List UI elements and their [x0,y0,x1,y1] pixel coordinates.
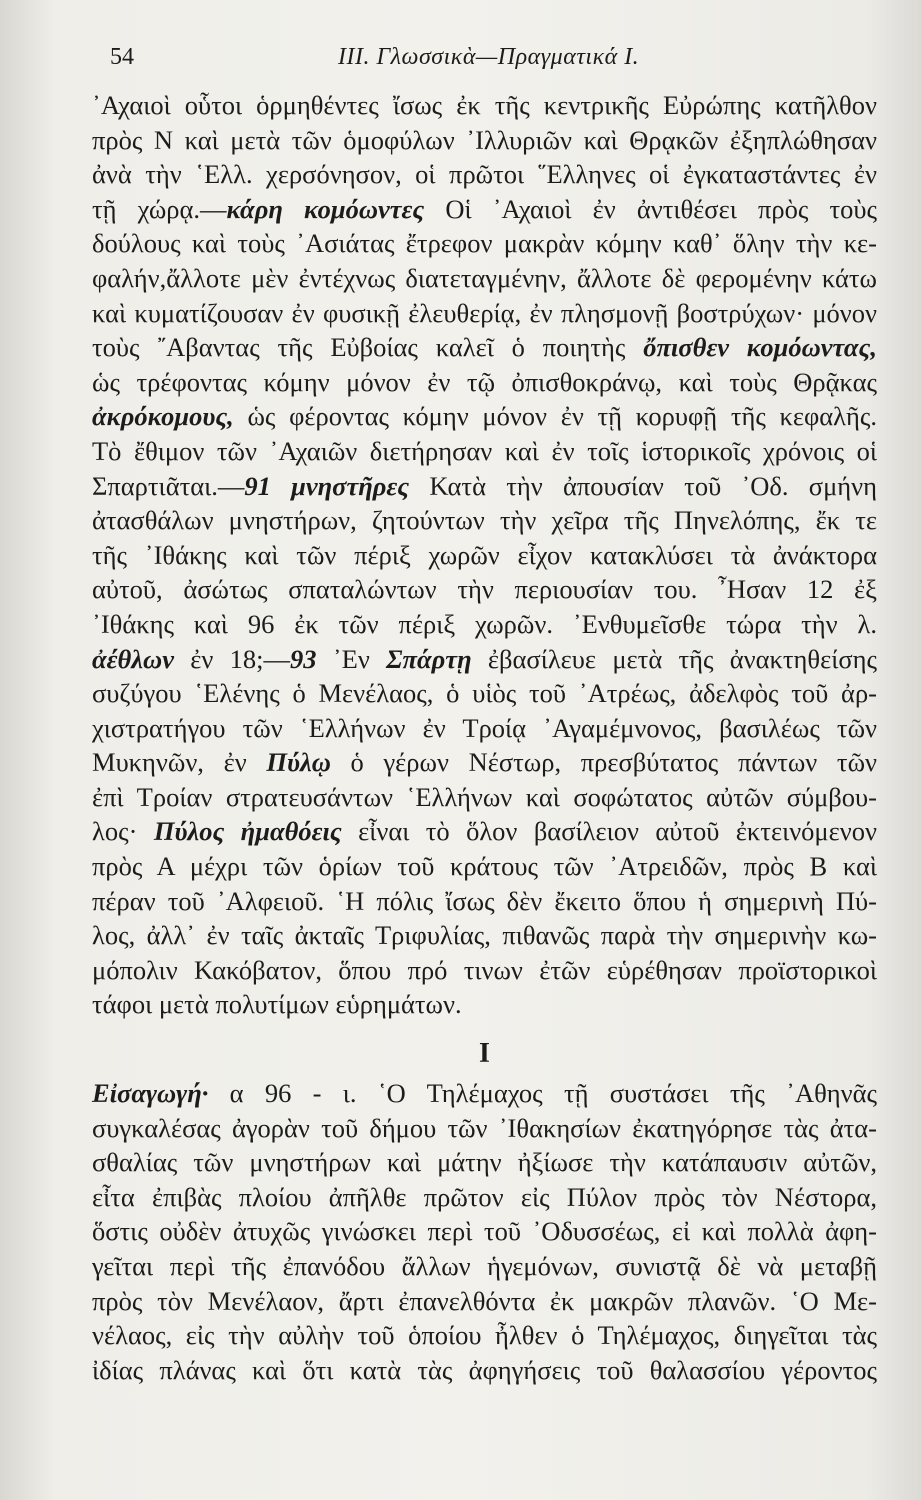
text-run: Σπαρτιᾶται.— [92,470,245,501]
text-line [92,1076,877,1111]
text-run: λος· [92,816,154,847]
section-marker: Ι [479,1038,490,1069]
text-line [92,88,877,123]
text-run: φαλήν,ἄλλοτε μὲν ἐντέχνως διατεταγμένην, ἄλλοτε δὲ φερομένην κάτω [92,262,877,293]
page-number: 54 [110,44,134,70]
emphasized-term: 91 μνηστῆρες [244,470,410,501]
text-run: λος, ἀλλ᾿ ἐν ταῖς ἀκταῖς Τριφυλίας, πιθανῶς παρὰ τὴν σημερινὴν κω- [92,920,877,951]
commentary-text [92,88,877,1022]
text-run: Μυκηνῶν, ἐν [92,747,267,778]
text-run: ἰδίας πλάνας καὶ ὅτι κατὰ τὰς ἀφηγήσεις τοῦ θαλασσίου γέροντος [92,1354,877,1385]
text-line [92,676,877,711]
text-run: τοὺς ῎Αβαντας τῆς Εὐβοίας καλεῖ ὁ ποιητὴς [92,332,644,363]
text-run: πρὸς τὸν Μενέλαον, ἄρτι ἐπανελθόντα ἐκ μακρῶν πλανῶν. ῾Ο Με- [92,1285,877,1316]
text-line [92,365,877,400]
text-line [92,1145,877,1180]
emphasized-term: 93 [290,643,317,674]
running-title: ΙΙΙ. Γλωσσικὰ—Πραγματικά Ι. [338,44,640,70]
text-run: σθαλίας τῶν μνηστήρων καὶ μάτην ἠξίωσε τὴν κατάπαυσιν αὐτῶν, [92,1147,877,1178]
text-line [92,1111,877,1146]
text-line [92,987,877,1022]
text-line [92,745,877,780]
emphasized-term: ὄπισθεν κομόωντας, [643,332,877,363]
introduction-text [92,1076,877,1387]
text-run: Τὸ ἔθιμον τῶν ᾿Αχαιῶν διετήρησαν καὶ ἐν τοῖς ἱστορικοῖς χρόνοις οἱ [92,435,877,466]
text-line [92,1318,877,1353]
text-run: Κατὰ τὴν ἀπουσίαν τοῦ ᾿Οδ. σμήνη [409,470,877,501]
text-line [92,642,877,677]
text-line [92,261,877,296]
text-run: ᾿Ιθάκης καὶ 96 ἐκ τῶν πέριξ χωρῶν. ᾿Ενθυμεῖσθε τώρα τὴν λ. [92,608,877,639]
text-line [92,434,877,469]
text-run: ἐπὶ Τροίαν στρατευσάντων ῾Ελλήνων καὶ σοφώτατος αὐτῶν σύμβου- [92,781,877,812]
text-run: πέραν τοῦ ᾿Αλφειοῦ. ῾Η πόλις ἴσως δὲν ἔκειτο ὅπου ἡ σημερινὴ Πύ- [92,885,877,916]
text-line [92,1284,877,1319]
text-run: ὡς φέροντας κόμην μόνον ἐν τῇ κορυφῇ τῆς κεφαλῆς. [233,401,877,432]
emphasized-term: Εἰσαγωγή· [92,1078,209,1108]
text-run: τῇ χώρᾳ.— [92,193,227,224]
text-line [92,1353,877,1388]
text-run: ἀνὰ τὴν ῾Ελλ. χερσόνησον, οἱ πρῶτοι ῞Ελληνες οἱ ἐγκαταστάντες ἐν [92,159,877,190]
text-run: ὅστις οὐδὲν ἀτυχῶς γινώσκει περὶ τοῦ ᾿Οδυσσέως, εἰ καὶ πολλὰ ἀφη- [92,1216,877,1247]
text-line [92,1249,877,1284]
text-line [92,538,877,573]
text-run: μόπολιν Κακόβατον, ὅπου πρό τινων ἐτῶν εὑρέθησαν προϊστορικοὶ [92,954,877,985]
text-line [92,953,877,988]
text-run: εἶτα ἐπιβὰς πλοίου ἀπῆλθε πρῶτον εἰς Πύλον πρὸς τὸν Νέστορα, [92,1181,877,1212]
text-line [92,503,877,538]
text-run: συζύγου ῾Ελένης ὁ Μενέλαος, ὁ υἱὸς τοῦ ᾿Ατρέως, ἀδελφὸς τοῦ ἀρ- [92,678,877,709]
text-run: αὐτοῦ, ἀσώτως σπαταλώντων τὴν περιουσίαν του. ῏Ησαν 12 ἐξ [92,574,877,605]
text-line [92,711,877,746]
text-run: δούλους καὶ τοὺς ᾿Ασιάτας ἔτρεφον μακρὰν κόμην καθ᾿ ὅλην τὴν κε- [92,228,877,259]
text-run: ᾿Εν [316,643,387,674]
text-line [92,1214,877,1249]
text-run: πρὸς Ν καὶ μετὰ τῶν ὁμοφύλων ᾿Ιλλυριῶν καὶ Θρᾳκῶν ἐξηπλώθησαν [92,124,877,155]
running-head [110,40,870,80]
text-run: α 96 - ι. ῾Ο Τηλέμαχος τῇ συστάσει τῆς ᾿Αθηνᾶς [208,1078,877,1108]
emphasized-term: ἀκρόκομους, [92,401,234,432]
text-line [92,884,877,919]
text-run: ἐβασίλευε μετὰ τῆς ἀνακτηθείσης [471,643,877,674]
emphasized-term: Πύλος ἠμαθόεις [153,816,342,847]
text-line [92,607,877,642]
text-line [92,469,877,504]
text-run: τῆς ᾿Ιθάκης καὶ τῶν πέριξ χωρῶν εἶχον κατακλύσει τὰ ἀνάκτορα [92,539,877,570]
text-line [92,399,877,434]
text-run: εἶναι τὸ ὅλον βασίλειον αὐτοῦ ἐκτεινόμενον [341,816,877,847]
text-run: χιστρατήγου τῶν ῾Ελλήνων ἐν Τροίᾳ ᾿Αγαμέμνονος, βασιλέως τῶν [92,712,877,743]
text-line [92,192,877,227]
text-run: γεῖται περὶ τῆς ἐπανόδου ἄλλων ἡγεμόνων, συνιστᾷ δὲ νὰ μεταβῇ [92,1250,877,1281]
text-line [92,814,877,849]
text-line [92,780,877,815]
text-line [92,296,877,331]
text-line [92,572,877,607]
text-line [92,226,877,261]
text-run: συγκαλέσας ἀγορὰν τοῦ δήμου τῶν ᾿Ιθακησίων ἐκατηγόρησε τὰς ἀτα- [92,1112,877,1143]
text-run: ἐν 18;— [173,643,291,674]
text-run: ὁ γέρων Νέστωρ, πρεσβύτατος πάντων τῶν [330,747,877,778]
text-run: νέλαος, εἰς τὴν αὐλὴν τοῦ ὁποίου ἦλθεν ὁ Τηλέμαχος, διηγεῖται τὰς [92,1320,877,1351]
text-run: τάφοι μετὰ πολυτίμων εὑρημάτων. [92,989,462,1020]
emphasized-term: κάρη κομόωντες [226,193,425,224]
text-line [92,123,877,158]
text-run: πρὸς Α μέχρι τῶν ὁρίων τοῦ κράτους τῶν ᾿Ατρειδῶν, πρὸς Β καὶ [92,851,877,882]
text-run: Οἱ ᾿Αχαιοὶ ἐν ἀντιθέσει πρὸς τοὺς [424,193,877,224]
text-run: καὶ κυματίζουσαν ἐν φυσικῇ ἐλευθερίᾳ, ἐν πλησμονῇ βοστρύχων· μόνον [92,297,877,328]
emphasized-term: Πύλῳ [266,747,331,778]
text-run: ἀτασθάλων μνηστήρων, ζητούντων τὴν χεῖρα τῆς Πηνελόπης, ἔκ τε [92,505,877,536]
text-run: ᾿Αχαιοὶ οὗτοι ὁρμηθέντες ἴσως ἐκ τῆς κεντρικῆς Εὐρώπης κατῆλθον [92,90,877,120]
emphasized-term: ἀέθλων [92,643,174,674]
text-line [92,157,877,192]
text-line [92,918,877,953]
text-run: ὡς τρέφοντας κόμην μόνον ἐν τῷ ὀπισθοκράνῳ, καὶ τοὺς Θρᾷκας [92,366,877,397]
text-line [92,1180,877,1215]
text-line [92,330,877,365]
text-line [92,849,877,884]
emphasized-term: Σπάρτῃ [386,643,472,674]
